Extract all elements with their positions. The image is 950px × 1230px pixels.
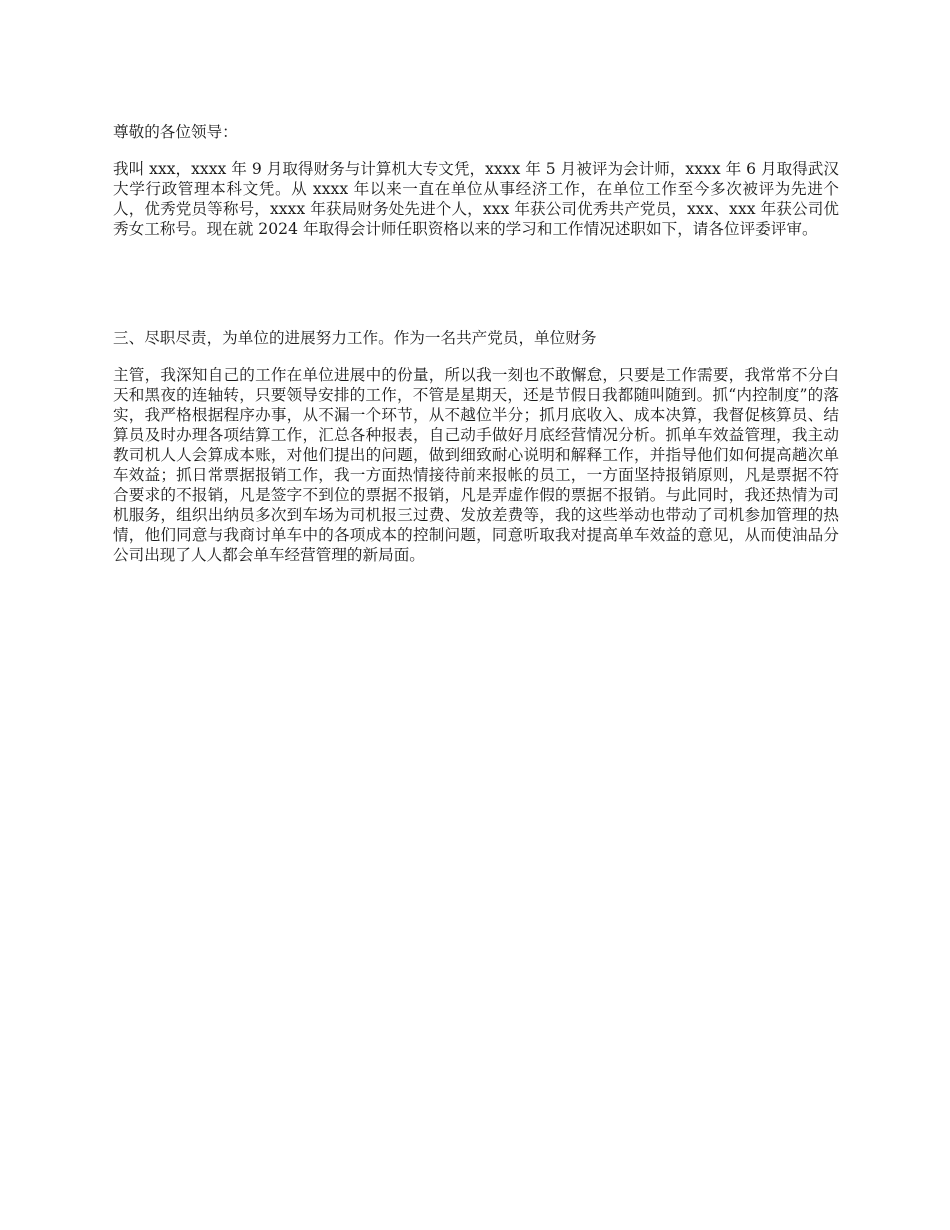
section-body-paragraph: 主管，我深知自己的工作在单位进展中的份量，所以我一刻也不敢懈怠，只要是工作需要，我常常不分白天和黑夜的连轴转，只要领导安排的工作，不管是星期天，还是节假日我都随叫随到。抓“内控制度”的落实，我严格根据程序办事，从不漏一个环节，从不越位半分；抓月底收入、成本决算，我督促核算员、结算员及时办理各项结算工作，汇总各种报表，自己动手做好月底经营情况分析。抓单车效益管理，我主动教司机人人会算成本账，对他们提出的问题，做到细致耐心说明和解释工作，并指导他们如何提高趟次单车效益；抓日常票据报销工作，我一方面热情接待前来报帐的员工，一方面坚持报销原则，凡是票据不符合要求的不报销，凡是签字不到位的票据不报销，凡是弄虚作假的票据不报销。与此同时，我还热情为司机服务，组织出纳员多次到车场为司机报三过费、发放差费等，我的这些举动也带动了司机参加管理的热情，他们同意与我商讨单车中的各项成本的控制问题，同意听取我对提高单车效益的意见，从而使油品分公司出现了人人都会单车经营管理的新局面。 (113, 366, 839, 564)
section-heading: 三、尽职尽责，为单位的进展努力工作。作为一名共产党员，单位财务 (113, 329, 597, 347)
document-page (113, 122, 839, 565)
intro-paragraph: 我叫 xxx，xxxx 年 9 月取得财务与计算机大专文凭，xxxx 年 5 月被评为会计师，xxxx 年 6 月取得武汉大学行政管理本科文凭。从 xxxx 年以来一直在单位从事经济工作，在单位工作至今多次被评为先进个人，优秀党员等称号，xxxx 年获局财务处先进个人，xxx 年获公司优秀共产党员，xxx、xxx 年获公司优秀女工称号。现在就 2024 年取得会计师任职资格以来的学习和工作情况述职如下，请各位评委评审。 (113, 160, 839, 238)
salutation: 尊敬的各位领导： (113, 123, 238, 141)
